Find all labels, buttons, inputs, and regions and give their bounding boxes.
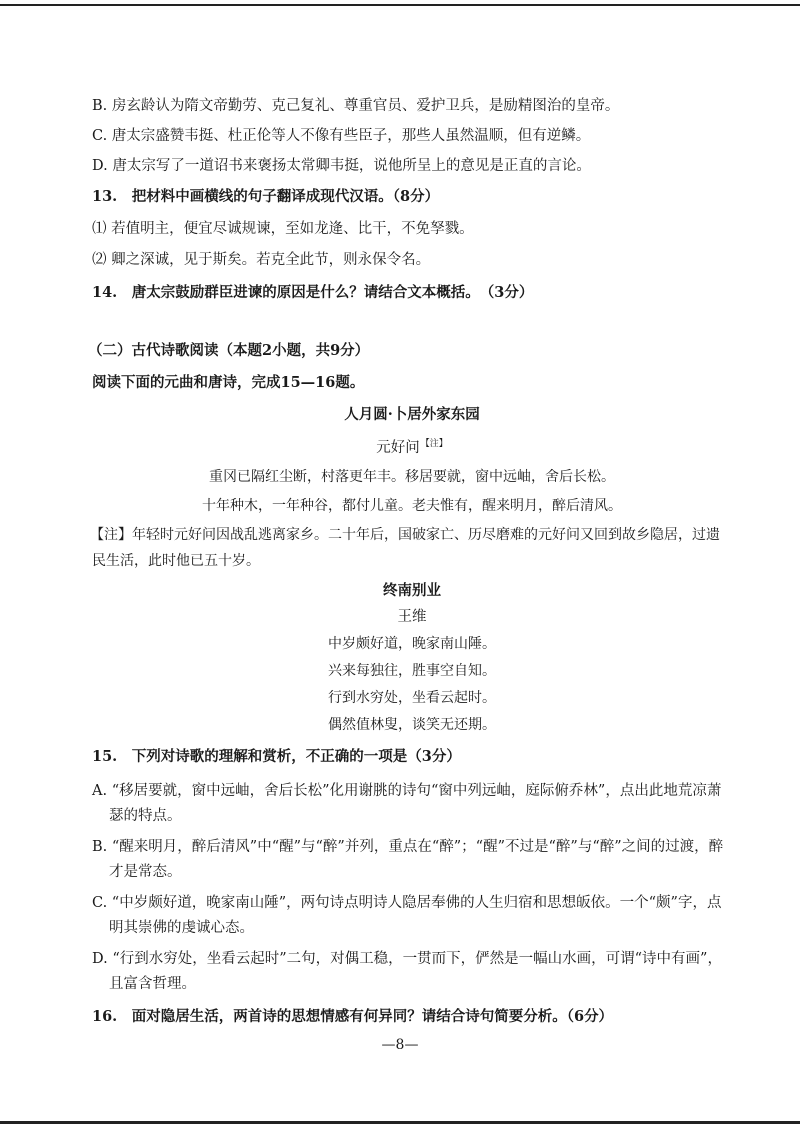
top-border — [0, 4, 800, 6]
section2-instruction: 阅读下面的元曲和唐诗，完成15—16题。 — [92, 374, 365, 391]
page-number: —8— — [381, 1037, 419, 1053]
poem2-line-3: 行到水穷处，坐看云起时。 — [328, 689, 496, 706]
option-b-q12: B. 房玄龄认为隋文帝勤劳、克己复礼、尊重官员、爱护卫兵，是励精图治的皇帝。 — [92, 98, 620, 114]
q16-title: 16. 面对隐居生活，两首诗的思想情感有何异同？请结合诗句简要分析。（6分） — [92, 1007, 614, 1025]
bottom-border — [0, 1121, 800, 1124]
poem1-author-name: 元好问 — [376, 439, 420, 456]
option-c-q12: C. 唐太宗盛赞韦挺、杜正伦等人不像有些臣子，那些人虽然温顺，但有逆鳞。 — [92, 128, 591, 144]
exam-page — [88, 96, 732, 1027]
q15-option-b: B. “醒来明月，醉后清风”中“醒”与“醉”并列，重点在“醉”；“醒”不过是“醉”与“醉”之间的过渡，醉才是常态。 — [92, 838, 724, 880]
q15-title: 15. 下列对诗歌的理解和赏析，不正确的一项是（3分） — [92, 747, 461, 765]
poem1-note-line-2: 民生活，此时他已五十岁。 — [92, 552, 260, 569]
poem1-title: 人月圆·卜居外家东园 — [344, 406, 480, 423]
option-d-q12: D. 唐太宗写了一道诏书来褒扬太常卿韦挺，说他所呈上的意见是正直的言论。 — [92, 158, 591, 174]
poem1-note-line-1: 【注】年轻时元好问因战乱逃离家乡。二十年后，国破家亡、历尽磨难的元好问又回到故乡隐居，过遗 — [90, 526, 720, 543]
q15-option-a: A. “移居要就，窗中远岫，舍后长松”化用谢朓的诗句“窗中列远岫，庭际俯乔林”，点出此地荒凉萧瑟的特点。 — [92, 782, 722, 824]
q13-item-2: ⑵ 卿之深诚，见于斯矣。若克全此节，则永保令名。 — [92, 252, 431, 268]
section2-heading: （二）古代诗歌阅读（本题2小题，共9分） — [88, 342, 370, 359]
poem1-line-1: 重冈已隔红尘断，村落更年丰。移居要就，窗中远岫，舍后长松。 — [209, 468, 615, 485]
poem2-line-2: 兴来每独往，胜事空自知。 — [328, 662, 496, 679]
q14-title: 14. 唐太宗鼓励群臣进谏的原因是什么？请结合文本概括。 （3分） — [92, 284, 534, 301]
poem2-line-1: 中岁颇好道，晚家南山陲。 — [328, 635, 496, 652]
q13-title: 13. 把材料中画横线的句子翻译成现代汉语。（8分） — [92, 188, 440, 205]
poem1-author — [92, 434, 732, 458]
q15-option-d: D. “行到水穷处，坐看云起时”二句，对偶工稳，一贯而下，俨然是一幅山水画，可谓“诗中有画”，且富含哲理。 — [92, 950, 722, 992]
q13-item-1: ⑴ 若值明主，便宜尽诚规谏，至如龙逄、比干，不免孥戮。 — [92, 221, 474, 237]
poem1-line-2: 十年种木，一年种谷，都付儿童。老夫惟有，醒来明月，醉后清风。 — [202, 497, 622, 514]
poem2-title: 终南别业 — [383, 581, 441, 599]
poem2-line-4: 偶然值林叟，谈笑无还期。 — [328, 716, 496, 733]
q15-option-c: C. “中岁颇好道，晚家南山陲”，两句诗点明诗人隐居奉佛的人生归宿和思想皈依。一个“颇”字，点明其崇佛的虔诚心态。 — [92, 894, 722, 936]
poem2-author: 王维 — [397, 608, 427, 625]
poem1-note-mark: 【注】 — [420, 439, 448, 449]
